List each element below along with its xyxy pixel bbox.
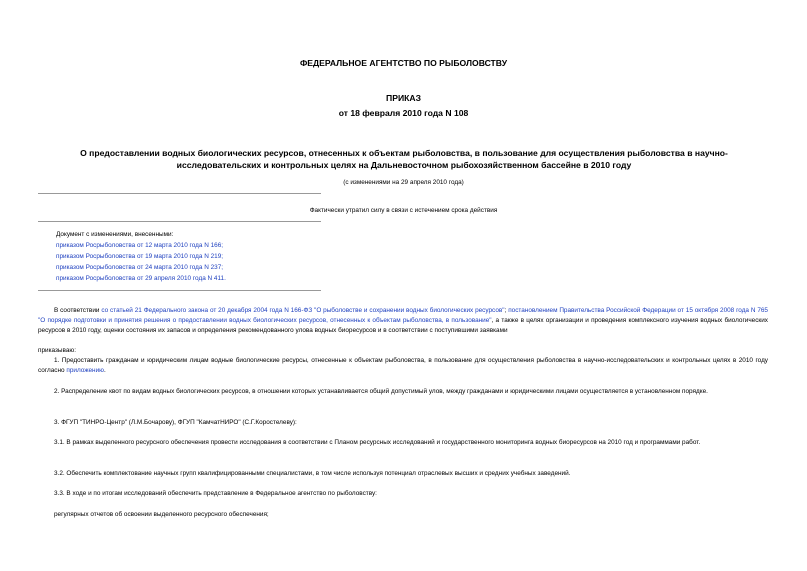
expired-note: Фактически утратил силу в связи с истечением срока действия xyxy=(309,207,498,214)
amendments-list xyxy=(56,229,356,284)
item-3-3-a: регулярных отчетов об освоении выделенного ресурсного обеспечения; xyxy=(54,511,269,518)
item-2: 2. Распределение квот по видам водных биологических ресурсов, в отношении которых устанавливается общий допустимый улов, между гражданами и юридическими лицами осуществляется в установленном порядке. xyxy=(54,388,708,395)
amendments-intro: Документ с изменениями, внесенными: xyxy=(56,231,174,238)
federal-law-link[interactable]: со статьей 21 Федерального закона от 20 декабря 2004 года N 166-ФЗ "О рыболовстве и сохранении водных биологических ресурсов" xyxy=(101,307,505,314)
item-1-text: 1. Предоставить гражданам и юридическим лицам водные биологические ресурсы, отнесенные к объектам рыболовства, в пользование для осуществления рыболовства в научно-исследовательских и контрольных целях в 2010 году согласно xyxy=(38,357,768,374)
divider xyxy=(38,193,321,194)
divider xyxy=(38,290,321,291)
document-title: О предоставлении водных биологических ресурсов, отнесенных к объектам рыболовства, в пользование для осуществления рыболовства в научно-исследовательских и контрольных целях на Дальневосточном рыбохозяйственном бассейне в 2010 году xyxy=(80,148,728,170)
document-date-number: от 18 февраля 2010 года N 108 xyxy=(338,108,469,118)
preamble-text: , а также в целях организации и проведения комплексного изучения водных биологических ресурсов в 2010 году, оценки состояния их запасов и определения рекомендованного улова водных биоресурсов и в соответствии с поступившими заявками xyxy=(38,317,768,334)
changes-note: (с изменениями на 29 апреля 2010 года) xyxy=(343,179,464,186)
amendment-link[interactable]: приказом Росрыболовства от 12 марта 2010 года N 166; xyxy=(56,242,224,249)
preamble-text: ; xyxy=(504,307,509,314)
amendment-link[interactable]: приказом Росрыболовства от 24 марта 2010 года N 237; xyxy=(56,264,224,271)
item-3-3: 3.3. В ходе и по итогам исследований обеспечить представление в Федеральное агентство по рыболовству: xyxy=(54,490,377,497)
appendix-link[interactable]: приложению xyxy=(66,367,104,374)
order-word: приказываю: xyxy=(38,347,76,354)
preamble-text: В соответствии xyxy=(54,307,102,314)
amendment-link[interactable]: приказом Росрыболовства от 29 апреля 2010 года N 411. xyxy=(56,275,226,282)
agency-name: ФЕДЕРАЛЬНОЕ АГЕНТСТВО ПО РЫБОЛОВСТВУ xyxy=(299,58,508,68)
government-decree-link[interactable]: постановлением Правительства Российской Федерации от 15 октября 2008 года N 765 "О порядке подготовки и принятия решения о предоставлении водных биологических ресурсов, отнесенных к объектам рыболовства, в пользование" xyxy=(38,307,768,324)
item-3: 3. ФГУП "ТИНРО-Центр" (Л.М.Бочарову), ФГУП "КамчатНИРО" (С.Г.Коростелеву): xyxy=(54,419,297,426)
item-1-end: . xyxy=(103,367,106,374)
preamble xyxy=(38,306,768,336)
amendment-link[interactable]: приказом Росрыболовства от 19 марта 2010 года N 219; xyxy=(56,253,224,260)
document-type: ПРИКАЗ xyxy=(386,93,421,103)
divider xyxy=(38,221,321,222)
item-3-1: 3.1. В рамках выделенного ресурсного обеспечения провести исследования в соответствии с Планом ресурсных исследований и государственного мониторинга водных биоресурсов на 2010 год и программами работ. xyxy=(54,439,701,446)
item-3-2: 3.2. Обеспечить комплектование научных групп квалифицированными специалистами, в том числе используя потенциал отраслевых высших и средних учебных заведений. xyxy=(54,470,571,477)
item-1 xyxy=(38,356,768,376)
